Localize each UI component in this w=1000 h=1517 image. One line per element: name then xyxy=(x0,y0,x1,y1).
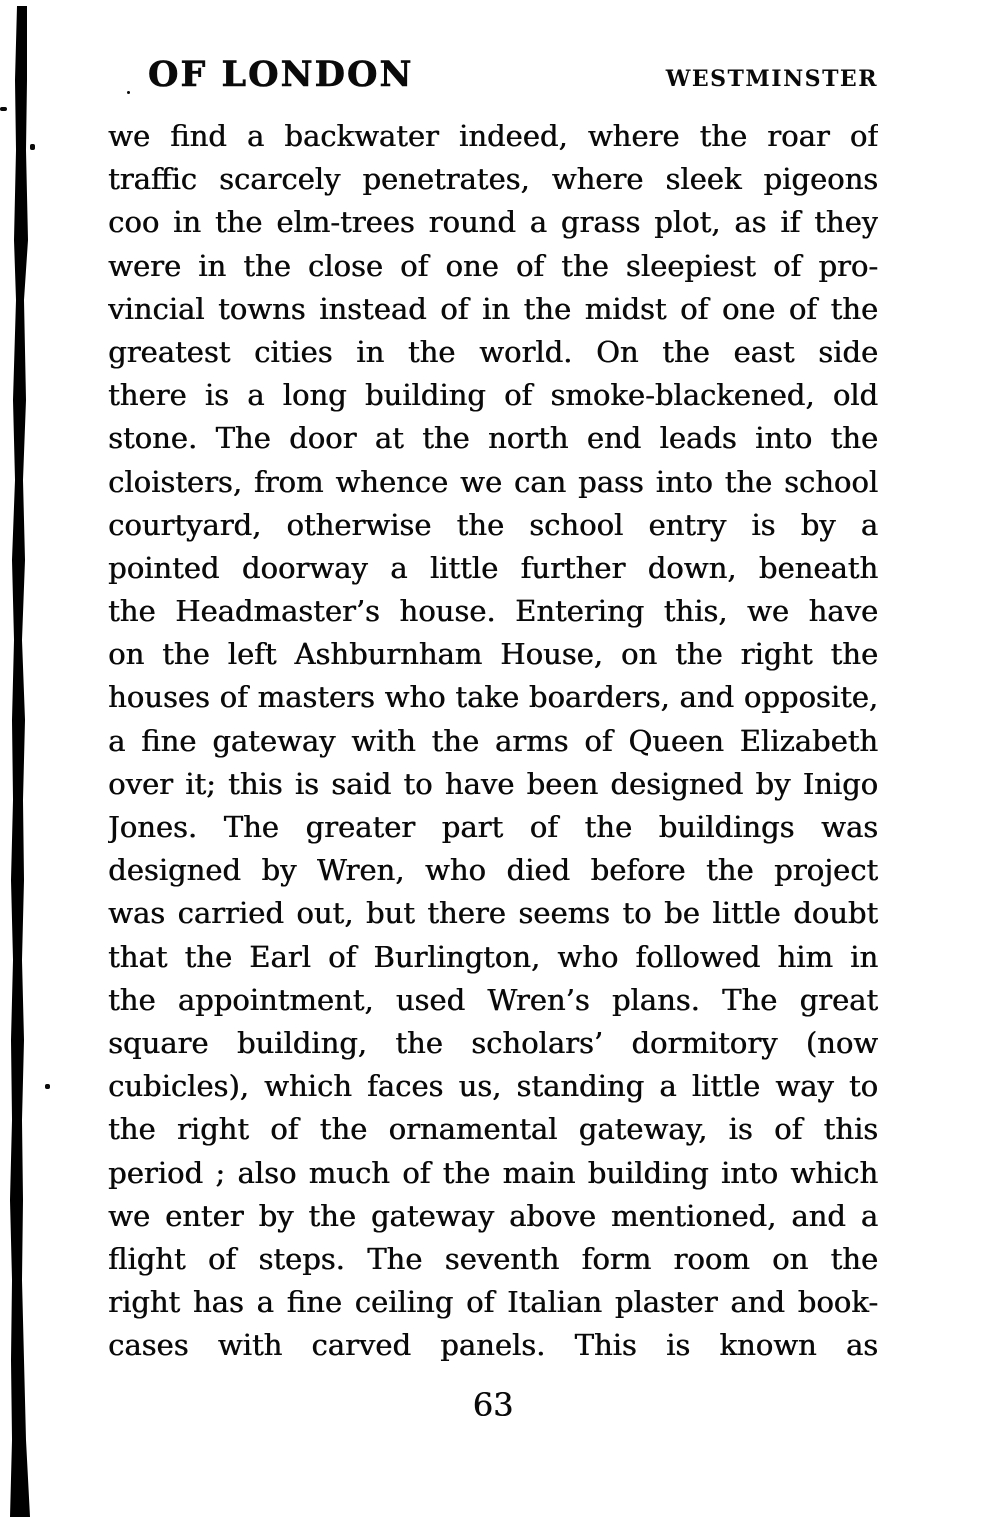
text-line: coo in the elm-trees round a grass plot, as if they xyxy=(108,205,878,240)
text-line: a fine gateway with the arms of Queen Elizabeth xyxy=(108,723,878,758)
text-line: houses of masters who take boarders, and opposite, xyxy=(108,680,878,715)
text-line: pointed doorway a little further down, beneath xyxy=(108,550,878,585)
text-line: there is a long building of smoke-blackened, old xyxy=(108,378,878,413)
text-line: the Headmaster’s house. Entering this, we have xyxy=(108,594,878,629)
body-text xyxy=(108,115,878,1367)
page-number: 63 xyxy=(472,1386,514,1424)
ink-speck xyxy=(0,107,7,111)
text-line: courtyard, otherwise the school entry is by a xyxy=(108,507,878,542)
text-line: cases with carved panels. This is known as xyxy=(108,1328,878,1363)
text-line: stone. The door at the north end leads into the xyxy=(108,421,878,456)
text-line: cubicles), which faces us, standing a little way to xyxy=(108,1069,878,1104)
text-line: period ; also much of the main building into which xyxy=(108,1155,878,1190)
binding-gutter-line xyxy=(0,0,40,1517)
text-line: traffic scarcely penetrates, where sleek pigeons xyxy=(108,162,878,197)
page-header xyxy=(108,54,878,95)
text-line: over it; this is said to have been designed by Inigo xyxy=(108,766,878,801)
text-line: vincial towns instead of in the midst of one of the xyxy=(108,291,878,326)
text-line: the right of the ornamental gateway, is of this xyxy=(108,1112,878,1147)
text-line: designed by Wren, who died before the project xyxy=(108,853,878,888)
header-title: OF LONDON xyxy=(148,54,414,95)
text-line: cloisters, from whence we can pass into the school xyxy=(108,464,878,499)
running-head: WESTMINSTER xyxy=(665,66,878,92)
text-line: that the Earl of Burlington, who followed him in xyxy=(108,939,878,974)
text-line: greatest cities in the world. On the east side xyxy=(108,334,878,369)
ink-speck xyxy=(30,144,35,150)
text-line: we find a backwater indeed, where the roar of xyxy=(108,119,878,153)
text-line: was carried out, but there seems to be little doubt xyxy=(108,896,878,931)
text-line: the appointment, used Wren’s plans. The great xyxy=(108,982,878,1017)
text-line: Jones. The greater part of the buildings was xyxy=(108,810,878,844)
text-line: we enter by the gateway above mentioned, and a xyxy=(108,1198,878,1233)
text-line: were in the close of one of the sleepiest of pro- xyxy=(108,248,878,283)
text-line: right has a fine ceiling of Italian plaster and book- xyxy=(108,1285,878,1320)
text-line: square building, the scholars’ dormitory (now xyxy=(108,1025,878,1060)
text-line: on the left Ashburnham House, on the right the xyxy=(108,637,878,672)
text-line: flight of steps. The seventh form room on the xyxy=(108,1241,878,1276)
ink-speck xyxy=(45,1084,50,1089)
